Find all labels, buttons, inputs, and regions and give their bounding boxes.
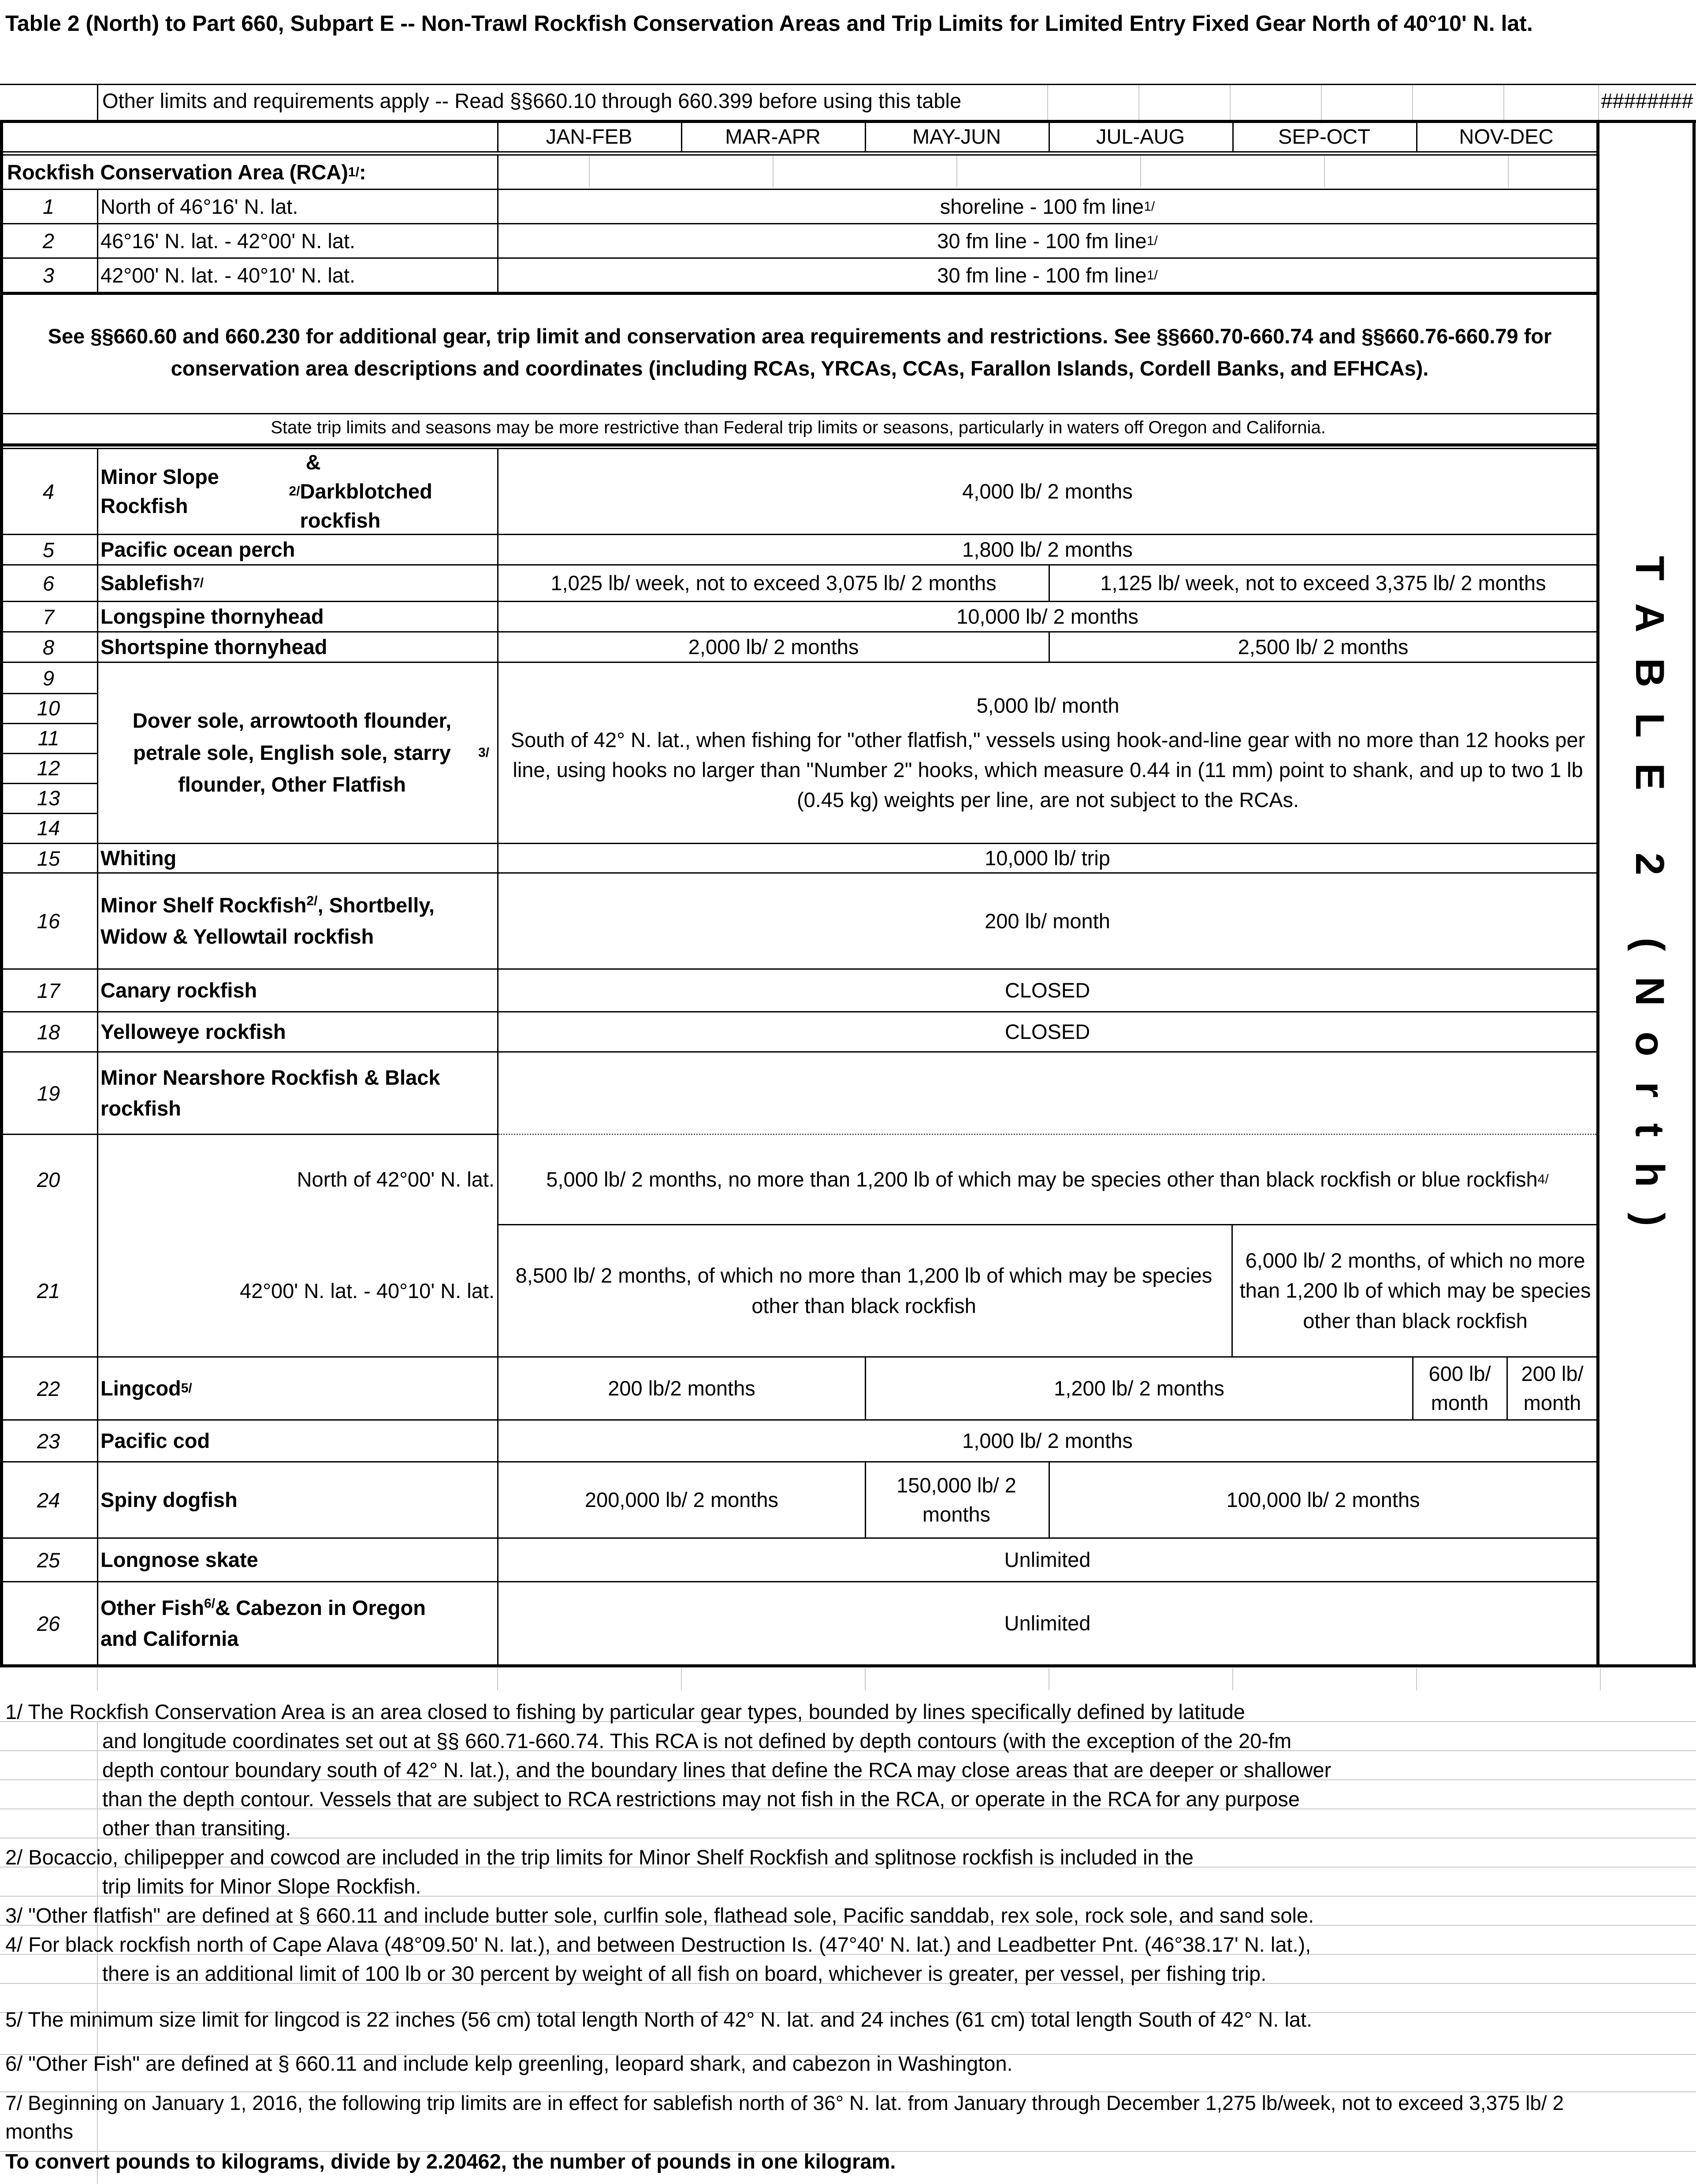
see-note: See §§660.60 and 660.230 for additional gear, trip limit and conservation area requirements and restrictions. See §§660.70-660.74 and §§660.76-660.79 for conservation area descriptions and coordinates (including RCAs, YRCAs, CCAs, Farallon Islands, Cordell Banks, and EFHCAs). — [48, 324, 1552, 380]
rca-limit-2: 30 fm line - 100 fm line 1/ — [937, 229, 1158, 253]
row-num-19: 19 — [37, 1081, 60, 1105]
species-canary: Canary rockfish — [100, 979, 257, 1002]
limit-whiting: 10,000 lb/ trip — [985, 846, 1110, 870]
row-num-25: 25 — [37, 1548, 60, 1572]
limit-lingcod-d: 200 lb/ month — [1521, 1362, 1584, 1414]
row-num-10: 10 — [37, 696, 60, 720]
limit-canary: CLOSED — [1004, 979, 1090, 1002]
limit-nearshore-north: 5,000 lb/ 2 months, no more than 1,200 lb of which may be species other than black rockfish or blue rockfish 4/ — [546, 1168, 1549, 1191]
footnote-2-line-1: 2/ Bocaccio, chilipepper and cowcod are included in the trip limits for Minor Shelf Rockfish and splitnose rockfish is included in the — [5, 1845, 1194, 1869]
rca-area-3: 42°00' N. lat. - 40°10' N. lat. — [100, 263, 356, 287]
footnote-4-line-2: there is an additional limit of 100 lb or 30 percent by weight of all fish on board, whichever is greater, per vessel, per fishing trip. — [102, 1962, 1267, 1985]
species-other-fish: Other Fish$^{6/}$& Cabezon in Oregon and California — [100, 1596, 426, 1650]
row-num-9: 9 — [42, 666, 55, 690]
footnote-1-line-1: 1/ The Rockfish Conservation Area is an area closed to fishing by particular gear types, bounded by lines specifically defined by latitude — [5, 1700, 1245, 1723]
page-title: Table 2 (North) to Part 660, Subpart E -- Non-Trawl Rockfish Conservation Areas and Trip Limits for Limited Entry Fixed Gear North of 40°10' N. lat. — [5, 11, 1533, 36]
species-yelloweye: Yelloweye rockfish — [100, 1020, 286, 1044]
row-num-18: 18 — [37, 1020, 60, 1044]
footnote-6: 6/ "Other Fish" are defined at § 660.11 and include kelp greenling, leopard shark, and cabezon in Washington. — [5, 2052, 1013, 2075]
row-num-15: 15 — [37, 846, 60, 870]
footnote-7-line-2: months — [5, 2120, 74, 2143]
flatfish-limit-block — [502, 663, 1593, 843]
species-longnose-skate: Longnose skate — [100, 1548, 258, 1572]
limit-minor-shelf: 200 lb/ month — [985, 909, 1110, 933]
species-minor-shelf: Minor Shelf Rockfish$^{2/}$, Shortbelly, Widow & Yellowtail rockfish — [100, 893, 435, 948]
row-num-2: 2 — [42, 229, 55, 253]
rca-limit-3: 30 fm line - 100 fm line 1/ — [937, 263, 1158, 287]
rca-header: Rockfish Conservation Area (RCA) 1/ : — [7, 160, 366, 184]
period-jan-feb: JAN-FEB — [546, 125, 632, 149]
species-pacific-cod: Pacific cod — [100, 1429, 210, 1453]
row-num-14: 14 — [37, 816, 60, 840]
limit-lingcod-a: 200 lb/2 months — [608, 1377, 755, 1400]
row-num-24: 24 — [37, 1488, 60, 1512]
species-shortspine: Shortspine thornyhead — [100, 635, 327, 659]
period-may-jun: MAY-JUN — [912, 125, 1001, 149]
row-num-26: 26 — [37, 1611, 60, 1635]
area-north-42: North of 42°00' N. lat. — [297, 1168, 495, 1191]
limit-flatfish: 5,000 lb/ month — [976, 693, 1120, 717]
limit-other-fish: Unlimited — [1004, 1611, 1091, 1635]
limit-shortspine-a: 2,000 lb/ 2 months — [688, 635, 859, 659]
period-sep-oct: SEP-OCT — [1278, 125, 1370, 149]
species-minor-nearshore: Minor Nearshore Rockfish & Black rockfish — [100, 1065, 440, 1120]
limit-minor-slope: 4,000 lb/ 2 months — [962, 480, 1133, 503]
row-num-22: 22 — [37, 1377, 60, 1400]
state-note: State trip limits and seasons may be more restrictive than Federal trip limits or seasons, particularly in waters off Oregon and California. — [271, 418, 1326, 437]
row-num-20: 20 — [37, 1168, 60, 1191]
species-minor-slope: Minor Slope Rockfish 2/ & Darkblotched rockfish — [100, 450, 432, 532]
limit-shortspine-b: 2,500 lb/ 2 months — [1238, 635, 1409, 659]
species-lingcod: Lingcod 5/ — [100, 1377, 192, 1400]
limit-nearshore-south-a: 8,500 lb/ 2 months, of which no more than 1,200 lb of which may be species other than black rockfish — [515, 1264, 1212, 1317]
footnote-2-line-2: trip limits for Minor Slope Rockfish. — [102, 1875, 421, 1898]
footnote-1-line-3: depth contour boundary south of 42° N. lat.), and the boundary lines that define the RCA may close areas that are deeper or shallower — [102, 1758, 1332, 1782]
limit-yelloweye: CLOSED — [1004, 1020, 1090, 1044]
top-note: Other limits and requirements apply -- Read §§660.10 through 660.399 before using this table — [102, 89, 962, 112]
row-num-6: 6 — [42, 571, 55, 595]
limit-dogfish-a: 200,000 lb/ 2 months — [585, 1488, 778, 1512]
species-sablefish: Sablefish 7/ — [100, 571, 204, 595]
limit-longnose-skate: Unlimited — [1004, 1548, 1091, 1572]
area-42-40: 42°00' N. lat. - 40°10' N. lat. — [239, 1279, 495, 1302]
row-num-7: 7 — [42, 605, 55, 629]
row-num-13: 13 — [37, 786, 60, 810]
limit-dogfish-c: 100,000 lb/ 2 months — [1226, 1488, 1420, 1512]
convert-note: To convert pounds to kilograms, divide by 2.20462, the number of pounds in one kilogram. — [5, 2150, 896, 2173]
rca-area-2: 46°16' N. lat. - 42°00' N. lat. — [100, 229, 356, 253]
footnote-1-line-2: and longitude coordinates set out at §§ 660.71-660.74. This RCA is not defined by depth contours (with the exception of the 20-fm — [102, 1729, 1292, 1752]
row-num-3: 3 — [42, 264, 55, 287]
limit-pacific-ocean-perch: 1,800 lb/ 2 months — [962, 538, 1133, 562]
row-num-12: 12 — [37, 756, 60, 780]
species-longspine: Longspine thornyhead — [100, 605, 324, 629]
period-mar-apr: MAR-APR — [725, 125, 821, 149]
footnote-7-line-1: 7/ Beginning on January 1, 2016, the following trip limits are in effect for sablefish north of 36° N. lat. from January through December 1,275 lb/week, not to exceed 3,375 lb/ 2 — [5, 2091, 1564, 2114]
footnote-1-line-4: than the depth contour. Vessels that are subject to RCA restrictions may not fish in the RCA, or operate in the RCA for any purpose — [102, 1787, 1300, 1811]
limit-lingcod-b: 1,200 lb/ 2 months — [1054, 1377, 1224, 1400]
row-num-17: 17 — [37, 979, 60, 1002]
limit-lingcod-c: 600 lb/ month — [1428, 1362, 1491, 1414]
date-cell: ######## — [1601, 89, 1693, 112]
side-table-label: TABLE 2 (North) — [1627, 555, 1672, 1252]
footnote-4-line-1: 4/ For black rockfish north of Cape Alava (48°09.50' N. lat.), and between Destruction Is. (47°40' N. lat.) and Leadbetter Pnt. (46°38.17' N. lat.), — [5, 1933, 1311, 1956]
limit-sablefish-a: 1,025 lb/ week, not to exceed 3,075 lb/ 2 months — [550, 571, 997, 595]
footnote-3: 3/ "Other flatfish" are defined at § 660.11 and include butter sole, curlfin sole, flathead sole, Pacific sanddab, rex sole, rock sole, and sand sole. — [5, 1904, 1314, 1927]
limit-longspine: 10,000 lb/ 2 months — [956, 605, 1138, 629]
row-num-5: 5 — [42, 538, 55, 562]
limit-nearshore-south-b: 6,000 lb/ 2 months, of which no more than 1,200 lb of which may be species other than black rockfish — [1239, 1249, 1591, 1332]
row-num-1: 1 — [42, 195, 55, 218]
row-num-21: 21 — [37, 1279, 60, 1302]
limit-dogfish-b: 150,000 lb/ 2 months — [896, 1473, 1016, 1526]
row-num-16: 16 — [37, 909, 60, 933]
row-num-8: 8 — [42, 635, 55, 659]
footnote-1-line-5: other than transiting. — [102, 1816, 291, 1840]
row-num-11: 11 — [37, 726, 60, 750]
flatfish-note: South of 42° N. lat., when fishing for "other flatfish," vessels using hook-and-line gear with no more than 12 hooks per line, using hooks no larger than "Number 2" hooks, which measure 0.44 in (11 mm) point to shank, and up to two 1 lb (0.45 kg) weights per line, are not subject to the RCAs. — [510, 728, 1585, 812]
row-num-23: 23 — [37, 1429, 60, 1453]
limit-pacific-cod: 1,000 lb/ 2 months — [962, 1429, 1133, 1453]
species-whiting: Whiting — [100, 846, 177, 870]
species-pacific-ocean-perch: Pacific ocean perch — [100, 538, 295, 562]
species-spiny-dogfish: Spiny dogfish — [100, 1488, 238, 1512]
row-num-4: 4 — [42, 480, 55, 503]
period-jul-aug: JUL-AUG — [1096, 125, 1185, 149]
rca-area-1: North of 46°16' N. lat. — [100, 194, 298, 218]
footnote-5: 5/ The minimum size limit for lingcod is 22 inches (56 cm) total length North of 42° N. lat. and 24 inches (61 cm) total length South of 42° N. lat. — [5, 2008, 1313, 2031]
limit-sablefish-b: 1,125 lb/ week, not to exceed 3,375 lb/ 2 months — [1100, 571, 1546, 595]
species-flatfish: Dover sole, arrowtooth flounder, petrale sole, English sole, starry flounder, Other Flatfish 3/ — [132, 708, 489, 796]
period-nov-dec: NOV-DEC — [1459, 125, 1554, 149]
rca-limit-1: shoreline - 100 fm line 1/ — [940, 194, 1155, 218]
